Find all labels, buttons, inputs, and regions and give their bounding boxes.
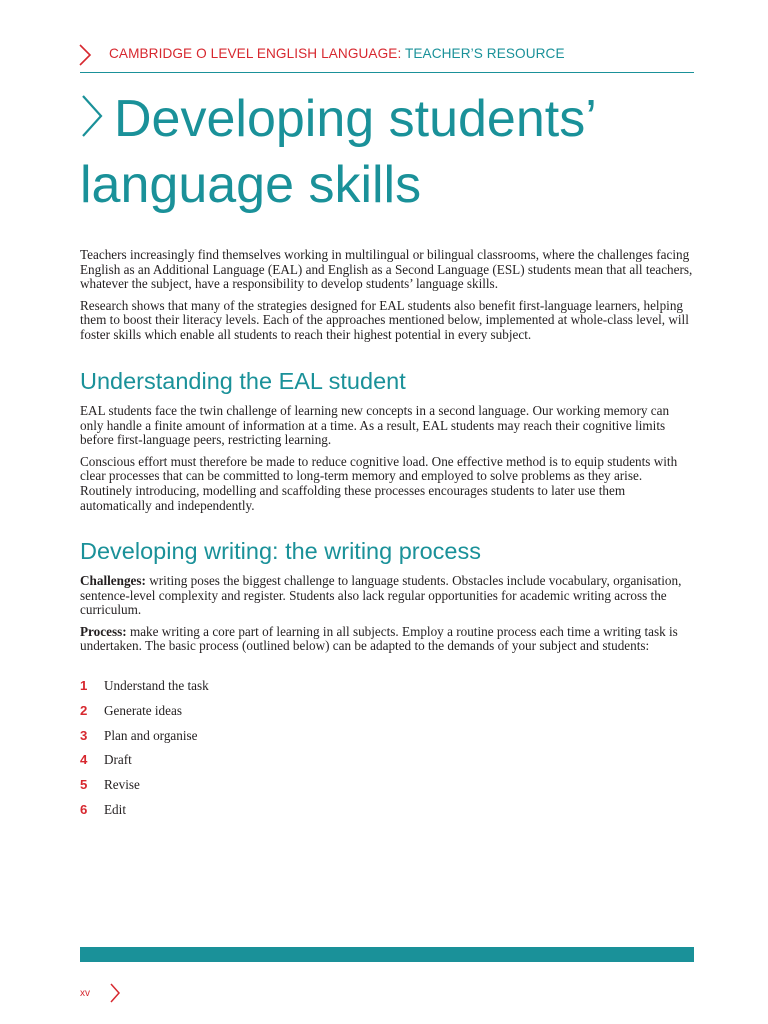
process-paragraph [80, 625, 695, 654]
step-text: Edit [104, 801, 126, 817]
step-number: 2 [80, 702, 88, 718]
section-heading-eal: Understanding the EAL student [80, 368, 406, 394]
step-text: Plan and organise [104, 727, 198, 743]
chevron-right-icon [80, 94, 104, 138]
step-number: 3 [80, 727, 88, 743]
intro-paragraph: Teachers increasingly find themselves working in multilingual or bilingual classrooms, where the challenges facing English as an Additional Language (EAL) and English as a Second Language (ESL) students mean that all teachers, whatever the subject, have a responsibility to develop students’ language skills. [80, 247, 693, 292]
header-book-title: CAMBRIDGE O LEVEL ENGLISH LANGUAGE: [109, 46, 402, 61]
chevron-right-icon [78, 44, 92, 66]
body-paragraph: Conscious effort must therefore be made to reduce cognitive load. One effective method is to equip students with clear processes that can be committed to long-term memory and employed to solve problems as they arise. Routinely introducing, modelling and scaffolding these processes encourages students to later use them automatically and independently. [80, 453, 678, 513]
intro-paragraph: Research shows that many of the strategies designed for EAL students also benefit first-language learners, helping them to boost their literacy levels. Each of the approaches mentioned below, implemented at whole-class level, will foster skills which enable all students to reach their highest potential in every subject. [80, 297, 689, 342]
page-title-line-2: language skills [80, 156, 422, 214]
challenges-paragraph [80, 574, 695, 618]
step-text: Draft [104, 752, 132, 768]
page-title-line-1: Developing students’ [114, 90, 597, 148]
section-eal-text [80, 404, 695, 520]
intro-text [80, 248, 695, 350]
step-text: Generate ideas [104, 702, 182, 718]
step-number: 4 [80, 752, 88, 768]
process-label: Process: [80, 623, 127, 639]
challenges-label: Challenges: [80, 573, 146, 588]
footer-bar [80, 947, 694, 962]
page-number: xv [80, 988, 90, 999]
list-item [80, 802, 209, 827]
list-item [80, 752, 209, 777]
step-text: Revise [104, 777, 140, 793]
step-text: Understand the task [104, 678, 209, 693]
list-item [80, 678, 209, 703]
running-header [80, 42, 694, 73]
header-resource-title: TEACHER’S RESOURCE [404, 46, 565, 61]
list-item [80, 703, 209, 728]
list-item [80, 728, 209, 753]
list-item [80, 777, 209, 802]
step-number: 5 [80, 777, 88, 793]
step-number: 1 [80, 678, 88, 693]
step-number: 6 [80, 801, 88, 817]
chevron-right-icon [109, 983, 121, 1003]
section-writing-text [80, 574, 695, 661]
writing-process-steps [80, 678, 209, 827]
page-title [80, 86, 700, 218]
section-heading-writing: Developing writing: the writing process [80, 538, 481, 564]
challenges-text: writing poses the biggest challenge to language students. Obstacles include vocabulary, organisation, sentence-level complexity and register. Students also lack regular opportunities for academic writing across the curriculum. [80, 573, 682, 618]
header-text [109, 46, 565, 61]
process-text: make writing a core part of learning in all subjects. Employ a routine process each time a writing task is undertaken. The basic process (outlined below) can be adapted to the demands of your subject and students: [80, 623, 678, 654]
body-paragraph: EAL students face the twin challenge of learning new concepts in a second language. Our working memory can only handle a finite amount of information at a time. As a result, EAL students may reach their cognitive limits before first-language peers, restricting learning. [80, 403, 670, 448]
